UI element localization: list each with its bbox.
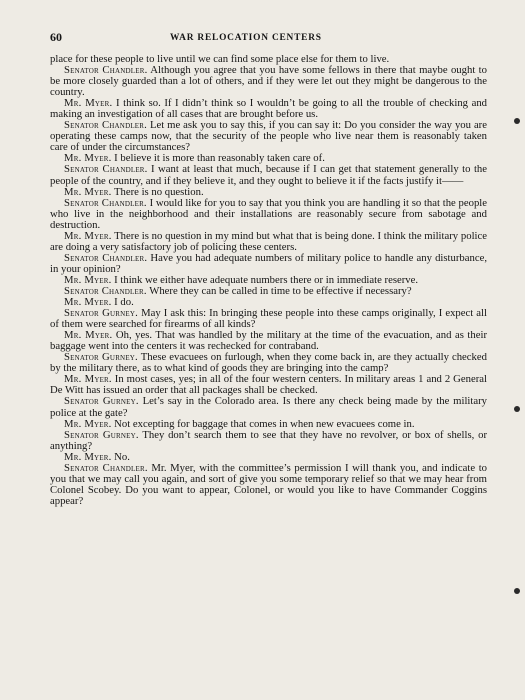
speaker-name: Mr. Myer. [64,450,112,463]
speaker-name: Senator Gurney. [64,428,139,441]
transcript-paragraph [50,330,487,352]
page-header [50,30,486,44]
speaker-name: Mr. Myer. [64,296,112,309]
page-number: 60 [50,30,62,44]
speaker-name: Senator Gurney. [64,307,138,320]
paragraph-text: I want at least that much, because if I can get that statement generally to the people of the country, and if they believe it, and they ought to believe it if the facts justify it—— [50,163,487,187]
binding-hole-mark [514,588,520,594]
transcript-paragraph [50,65,487,98]
speaker-name: Senator Chandler. [64,196,147,209]
transcript-paragraph [50,98,487,120]
paragraph-text: I would like for you to say that you think you are handling it so that the people who live in the neighborhood and their installations are reasonably secure from sabotage and destruction. [50,196,488,231]
speaker-name: Senator Gurney. [64,395,139,408]
speaker-name: Mr. Myer. [64,185,112,198]
speaker-name: Mr. Myer. [64,373,112,386]
speaker-name: Senator Gurney. [64,351,138,364]
transcript-paragraph [50,352,487,374]
paragraph-text: place for these people to live until we can find some place else for them to live. [50,53,390,65]
paragraph-text: Have you had adequate numbers of military police to handle any disturbance, in your opinion? [50,251,488,275]
speaker-name: Mr. Myer. [64,229,112,242]
paragraph-text: There is no question. [113,185,204,198]
paragraph-text: Although you agree that you have some fellows in there that maybe ought to be more closely guarded than a lot of others, and if they were let out they might be dangerous to the country. [50,64,487,99]
speaker-name: Senator Chandler. [64,119,148,132]
paragraph-text: I think so. If I didn’t think so I wouldn’t be going to all the trouble of checking and making an investigation of all cases that are brought before us. [50,97,488,121]
paragraph-text: In most cases, yes; in all of the four western centers. In military areas 1 and 2 General De Witt has issued an order that all packages shall be checked. [50,373,488,397]
speaker-name: Senator Chandler. [64,284,147,297]
running-head: WAR RELOCATION CENTERS [170,33,322,43]
paragraph-text: Where they can be called in time to be effective if necessary? [149,284,412,297]
speaker-name: Mr. Myer. [64,417,112,430]
paragraph-text: No. [114,450,130,463]
paragraph-text: Mr. Myer, with the committee’s permission I will thank you, and indicate to you that we may call you again, and sort of give you some temporary relief so that we may hear from Colonel Scobey. Do you want to appear, Colonel, or would you like to have Commander Coggins appear? [50,461,488,507]
speaker-name: Senator Chandler. [64,461,148,474]
paragraph-text: Oh, yes. That was handled by the military at the time of the evacuation, and as their baggage went into the centers it was rechecked for contraband. [50,329,488,353]
speaker-name: Mr. Myer. [64,97,113,110]
speaker-name: Senator Chandler. [64,251,148,264]
paragraph-text: They don’t search them to see that they have no revolver, or box of shells, or anything? [50,428,487,452]
binding-hole-mark [514,118,520,124]
paragraph-text: Let me ask you to say this, if you can say it: Do you consider the way you are operating these camps now, that the security of the people who live near them is reasonably taken care of under the circumstances? [50,119,487,154]
paragraph-text: There is no question in my mind but what that is being done. I think the military police are doing a very satisfactory job of policing these centers. [50,229,487,253]
speaker-name: Senator Chandler. [64,163,148,176]
speaker-name: Mr. Myer. [64,152,112,165]
transcript-paragraph [50,231,487,253]
paragraph-text: These evacuees on furlough, when they come back in, are they actually checked by the military there, as to what kind of goods they are bringing into the camp? [50,351,487,375]
speaker-name: Mr. Myer. [64,273,112,286]
transcript-paragraph [50,463,487,507]
paragraph-text: May I ask this: In bringing these people into these camps originally, I expect all of them were searched for firearms of all kinds? [50,307,487,331]
paragraph-text: I think we either have adequate numbers there or in immediate reserve. [114,273,419,286]
transcript-paragraph [50,164,487,186]
transcript-paragraph [50,430,487,452]
transcript-paragraph [50,374,487,396]
transcript-paragraph [50,308,487,330]
speaker-name: Mr. Myer. [64,329,113,342]
transcript-paragraph [50,253,487,275]
transcript-paragraph [50,198,487,231]
paragraph-text: Not excepting for baggage that comes in when new evacuees come in. [114,417,415,430]
paragraph-text: Let’s say in the Colorado area. Is there any check being made by the military police at the gate? [50,395,488,419]
paragraph-text: I believe it is more than reasonably taken care of. [114,152,325,165]
paragraph-text: I do. [114,296,134,309]
transcript-body [50,54,487,507]
transcript-paragraph [50,396,487,418]
speaker-name: Senator Chandler. [64,64,148,77]
binding-hole-mark [514,406,520,412]
transcript-paragraph [50,120,487,153]
